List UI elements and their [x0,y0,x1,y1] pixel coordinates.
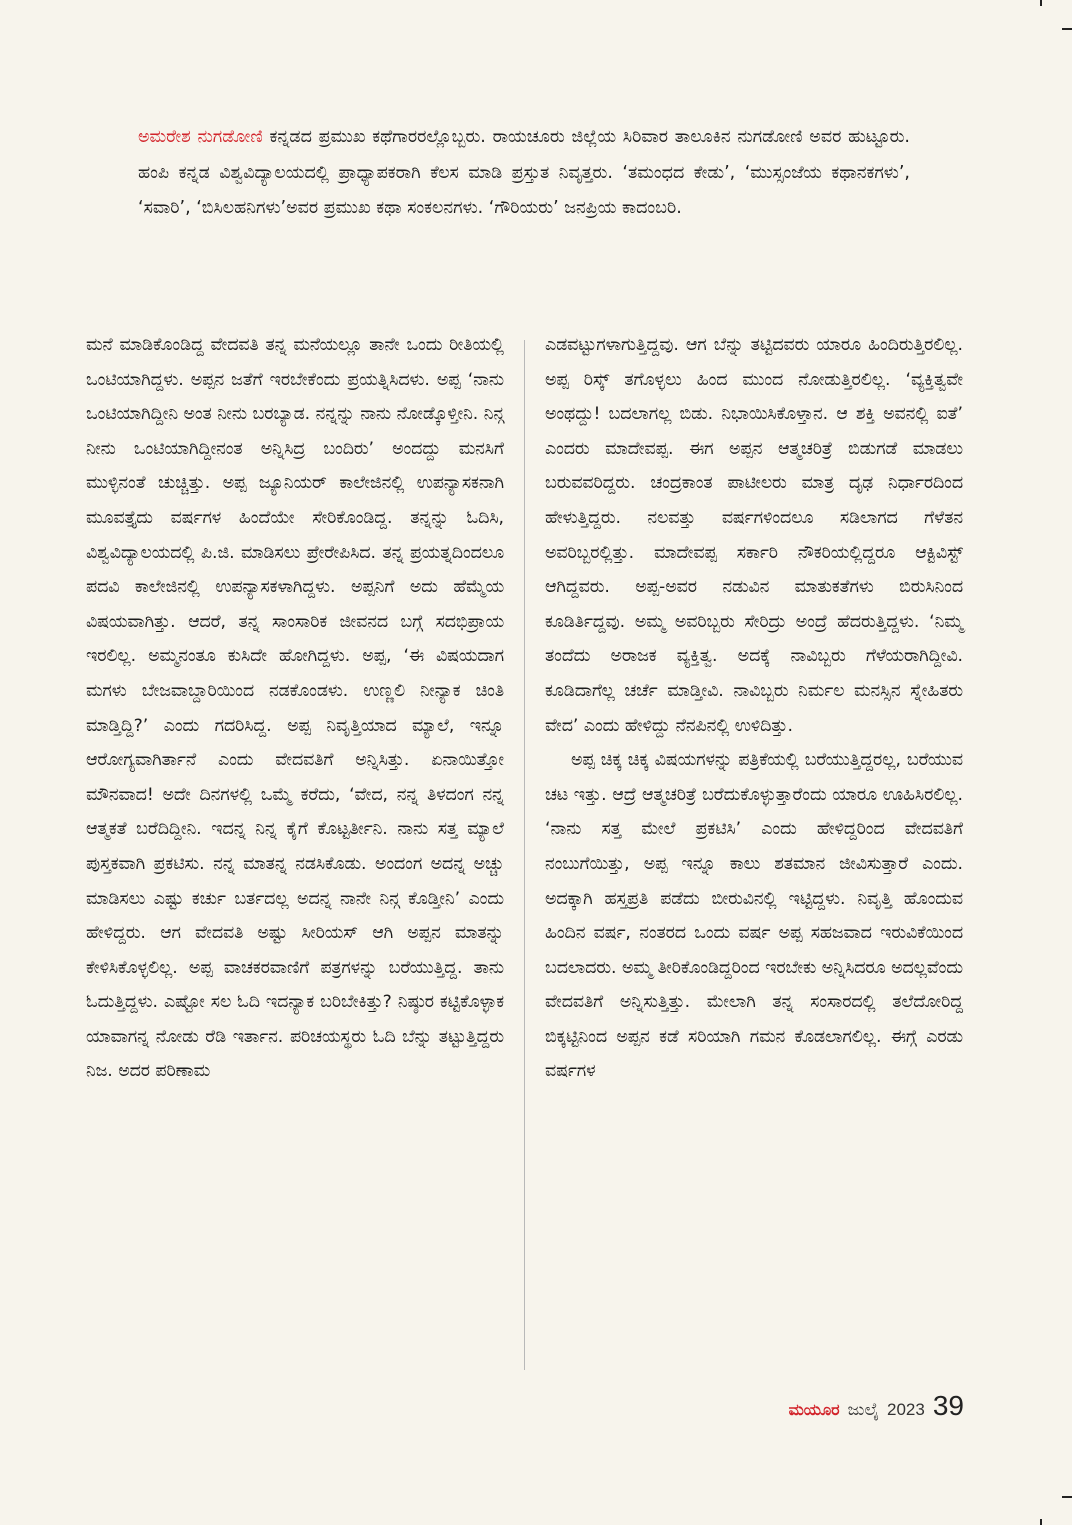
author-name: ಅಮರೇಶ ನುಗಡೋಣಿ [138,127,263,147]
left-column [86,328,504,1089]
right-column [545,328,963,1089]
author-bio-text: ಕನ್ನಡದ ಪ್ರಮುಖ ಕಥೆಗಾರರಲ್ಲೊಬ್ಬರು. ರಾಯಚೂರು ಜಿಲ್ಲೆಯ ಸಿರಿವಾರ ತಾಲೂಕಿನ ನುಗಡೋಣಿ ಅವರ ಹುಟ್ಟೂರು. ಹಂಪಿ ಕನ್ನಡ ವಿಶ್ವವಿದ್ಯಾಲಯದಲ್ಲಿ ಪ್ರಾಧ್ಯಾಪಕರಾಗಿ ಕೆಲಸ ಮಾಡಿ ಪ್ರಸ್ತುತ ನಿವೃತ್ತರು. ‘ತಮಂಧದ ಕೇಡು’, ‘ಮುಸ್ಸಂಜೆಯ ಕಥಾನಕಗಳು’, ‘ಸವಾರಿ’, ‘ಬಿಸಿಲಹನಿಗಳು’ಅವರ ಪ್ರಮುಖ ಕಥಾ ಸಂಕಲನಗಳು. ‘ಗೌರಿಯರು’ ಜನಪ್ರಿಯ ಕಾದಂಬರಿ. [138,127,910,218]
right-column-paragraph-1: ಎಡವಟ್ಟುಗಳಾಗುತ್ತಿದ್ದವು. ಆಗ ಬೆನ್ನು ತಟ್ಟಿದವರು ಯಾರೂ ಹಿಂದಿರುತ್ತಿರಲಿಲ್ಲ. ಅಪ್ಪ ರಿಸ್ಕ್ ತಗೊಳ್ಳಲು ಹಿಂದ ಮುಂದ ನೋಡುತ್ತಿರಲಿಲ್ಲ. ‘ವ್ಯಕ್ತಿತ್ವವೇ ಅಂಥದ್ದು! ಬದಲಾಗಲ್ಲ ಬಿಡು. ನಿಭಾಯಿಸಿಕೊಳ್ತಾನ. ಆ ಶಕ್ತಿ ಅವನಲ್ಲಿ ಐತೆ’ ಎಂದರು ಮಾದೇವಪ್ಪ. ಈಗ ಅಪ್ಪನ ಆತ್ಮಚರಿತ್ರೆ ಬಿಡುಗಡೆ ಮಾಡಲು ಬರುವವರಿದ್ದರು. ಚಂದ್ರಕಾಂತ ಪಾಟೀಲರು ಮಾತ್ರ ದೃಢ ನಿರ್ಧಾರದಿಂದ ಹೇಳುತ್ತಿದ್ದರು. ನಲವತ್ತು ವರ್ಷಗಳಿಂದಲೂ ಸಡಿಲಾಗದ ಗೆಳೆತನ ಅವರಿಬ್ಬರಲ್ಲಿತ್ತು. ಮಾದೇವಪ್ಪ ಸರ್ಕಾರಿ ನೌಕರಿಯಲ್ಲಿದ್ದರೂ ಆಕ್ಟಿವಿಸ್ಟ್ ಆಗಿದ್ದವರು. ಅಪ್ಪ-ಅವರ ನಡುವಿನ ಮಾತುಕತೆಗಳು ಬಿರುಸಿನಿಂದ ಕೂಡಿರ್ತಿದ್ದವು. ಅಮ್ಮ ಅವರಿಬ್ಬರು ಸೇರಿದ್ರು ಅಂದ್ರೆ ಹೆದರುತ್ತಿದ್ದಳು. ‘ನಿಮ್ಮ ತಂದೆದು ಅರಾಜಕ ವ್ಯಕ್ತಿತ್ವ. ಅದಕ್ಕೆ ನಾವಿಬ್ಬರು ಗೆಳೆಯರಾಗಿದ್ದೀವಿ. ಕೂಡಿದಾಗೆಲ್ಲ ಚರ್ಚೆ ಮಾಡ್ತೀವಿ. ನಾವಿಬ್ಬರು ನಿರ್ಮಲ ಮನಸ್ಸಿನ ಸ್ನೇಹಿತರು ವೇದ’ ಎಂದು ಹೇಳಿದ್ದು ನೆನಪಿನಲ್ಲಿ ಉಳಿದಿತ್ತು. [545,335,963,736]
page-number: 39 [932,1390,964,1421]
crop-mark-right-upper [1062,28,1072,30]
page-footer [789,1390,964,1430]
author-bio [138,120,910,227]
column-divider [524,340,525,1370]
issue-month: ಜುಲೈ [847,1400,880,1420]
issue-year: 2023 [887,1400,925,1419]
right-column-paragraph-2: ಅಪ್ಪ ಚಿಕ್ಕ ಚಿಕ್ಕ ವಿಷಯಗಳನ್ನು ಪತ್ರಿಕೆಯಲ್ಲಿ ಬರೆಯುತ್ತಿದ್ದರಲ್ಲ, ಬರೆಯುವ ಚಟ ಇತ್ತು. ಆದ್ರೆ ಆತ್ಮಚರಿತ್ರೆ ಬರೆದುಕೊಳ್ಳುತ್ತಾರೆಂದು ಯಾರೂ ಊಹಿಸಿರಲಿಲ್ಲ. ‘ನಾನು ಸತ್ತ ಮೇಲೆ ಪ್ರಕಟಿಸಿ’ ಎಂದು ಹೇಳಿದ್ದರಿಂದ ವೇದವತಿಗೆ ನಂಬುಗೆಯಿತ್ತು, ಅಪ್ಪ ಇನ್ನೂ ಕಾಲು ಶತಮಾನ ಜೀವಿಸುತ್ತಾರೆ ಎಂದು. ಅದಕ್ಕಾಗಿ ಹಸ್ತಪ್ರತಿ ಪಡೆದು ಬೀರುವಿನಲ್ಲಿ ಇಟ್ಟಿದ್ದಳು. ನಿವೃತ್ತಿ ಹೊಂದುವ ಹಿಂದಿನ ವರ್ಷ, ನಂತರದ ಒಂದು ವರ್ಷ ಅಪ್ಪ ಸಹಜವಾದ ಇರುವಿಕೆಯಿಂದ ಬದಲಾದರು. ಅಮ್ಮ ತೀರಿಕೊಂಡಿದ್ದರಿಂದ ಇರಬೇಕು ಅನ್ನಿಸಿದರೂ ಅದಲ್ಲವೆಂದು ವೇದವತಿಗೆ ಅನ್ನಿಸುತ್ತಿತ್ತು. ಮೇಲಾಗಿ ತನ್ನ ಸಂಸಾರದಲ್ಲಿ ತಲೆದೋರಿದ್ದ ಬಿಕ್ಕಟ್ಟಿನಿಂದ ಅಪ್ಪನ ಕಡೆ ಸರಿಯಾಗಿ ಗಮನ ಕೊಡಲಾಗಲಿಲ್ಲ. ಈಗ್ಗೆ ಎರಡು ವರ್ಷಗಳ [545,750,963,1082]
crop-mark-top-right [1040,0,1042,6]
crop-mark-bottom-right [1040,1519,1042,1525]
magazine-name: ಮಯೂರ [788,1400,840,1419]
left-column-paragraph: ಮನೆ ಮಾಡಿಕೊಂಡಿದ್ದ ವೇದವತಿ ತನ್ನ ಮನೆಯಲ್ಲೂ ತಾನೇ ಒಂದು ರೀತಿಯಲ್ಲಿ ಒಂಟಿಯಾಗಿದ್ದಳು. ಅಪ್ಪನ ಜತೆಗೆ ಇರಬೇಕೆಂದು ಪ್ರಯತ್ನಿಸಿದಳು. ಅಪ್ಪ ‘ನಾನು ಒಂಟಿಯಾಗಿದ್ದೀನಿ ಅಂತ ನೀನು ಬರಬ್ಯಾಡ. ನನ್ನನ್ನು ನಾನು ನೋಡ್ಕೊಳ್ತೀನಿ. ನಿನ್ಗ ನೀನು ಒಂಟಿಯಾಗಿದ್ದೀನಂತ ಅನ್ನಿಸಿದ್ರ ಬಂದಿರು’ ಅಂದದ್ದು ಮನಸಿಗೆ ಮುಳ್ಳಿನಂತೆ ಚುಚ್ಚಿತ್ತು. ಅಪ್ಪ ಜ್ಯೂನಿಯರ್ ಕಾಲೇಜಿನಲ್ಲಿ ಉಪನ್ಯಾಸಕನಾಗಿ ಮೂವತ್ತೈದು ವರ್ಷಗಳ ಹಿಂದೆಯೇ ಸೇರಿಕೊಂಡಿದ್ದ. ತನ್ನನ್ನು ಓದಿಸಿ, ವಿಶ್ವವಿದ್ಯಾಲಯದಲ್ಲಿ ಪಿ.ಜಿ. ಮಾಡಿಸಲು ಪ್ರೇರೇಪಿಸಿದ. ತನ್ನ ಪ್ರಯತ್ನದಿಂದಲೂ ಪದವಿ ಕಾಲೇಜಿನಲ್ಲಿ ಉಪನ್ಯಾಸಕಳಾಗಿದ್ದಳು. ಅಪ್ಪನಿಗೆ ಅದು ಹೆಮ್ಮೆಯ ವಿಷಯವಾಗಿತ್ತು. ಆದರೆ, ತನ್ನ ಸಾಂಸಾರಿಕ ಜೀವನದ ಬಗ್ಗೆ ಸದಭಿಪ್ರಾಯ ಇರಲಿಲ್ಲ. ಅಮ್ಮನಂತೂ ಕುಸಿದೇ ಹೋಗಿದ್ದಳು. ಅಪ್ಪ, ‘ಈ ವಿಷಯದಾಗ ಮಗಳು ಬೇಜವಾಬ್ದಾರಿಯಿಂದ ನಡಕೊಂಡಳು. ಉಣ್ಣಲಿ ನೀನ್ಯಾಕ ಚಿಂತಿ ಮಾಡ್ತಿದ್ದಿ?’ ಎಂದು ಗದರಿಸಿದ್ದ. ಅಪ್ಪ ನಿವೃತ್ತಿಯಾದ ಮ್ಯಾಲೆ, ಇನ್ನೂ ಆರೋಗ್ಯವಾಗಿರ್ತಾನೆ ಎಂದು ವೇದವತಿಗೆ ಅನ್ನಿಸಿತ್ತು. ಏನಾಯಿತ್ತೋ ಮೌನವಾದ! ಅದೇ ದಿನಗಳಲ್ಲಿ ಒಮ್ಮೆ ಕರೆದು, ‘ವೇದ, ನನ್ನ ತಿಳದಂಗ ನನ್ನ ಆತ್ಮಕತೆ ಬರೆದಿದ್ದೀನಿ. ಇದನ್ನ ನಿನ್ನ ಕೈಗೆ ಕೊಟ್ಟರ್ತೀನಿ. ನಾನು ಸತ್ತ ಮ್ಯಾಲೆ ಪುಸ್ತಕವಾಗಿ ಪ್ರಕಟಿಸು. ನನ್ನ ಮಾತನ್ನ ನಡಸಿಕೊಡು. ಅಂದಂಗ ಅದನ್ನ ಅಚ್ಚು ಮಾಡಿಸಲು ಎಷ್ಟು ಕರ್ಚು ಬರ್ತದಲ್ಲ ಅದನ್ನ ನಾನೇ ನಿನ್ಗ ಕೊಡ್ತೀನಿ’ ಎಂದು ಹೇಳಿದ್ದರು. ಆಗ ವೇದವತಿ ಅಷ್ಟು ಸೀರಿಯಸ್ ಆಗಿ ಅಪ್ಪನ ಮಾತನ್ನು ಕೇಳಿಸಿಕೊಳ್ಳಲಿಲ್ಲ. ಅಪ್ಪ ವಾಚಕರವಾಣಿಗೆ ಪತ್ರಗಳನ್ನು ಬರೆಯುತ್ತಿದ್ದ. ತಾನು ಓದುತ್ತಿದ್ದಳು. ಎಷ್ಟೋ ಸಲ ಓದಿ ಇದನ್ಯಾಕ ಬರಿಬೇಕಿತ್ತು? ನಿಷ್ಠುರ ಕಟ್ಟಿಕೊಳ್ಳಾಕ ಯಾವಾಗನ್ನ ನೋಡು ರೆಡಿ ಇರ್ತಾನ. ಪರಿಚಯಸ್ಥರು ಓದಿ ಬೆನ್ನು ತಟ್ಟುತ್ತಿದ್ದರು ನಿಜ. ಅದರ ಪರಿಣಾಮ [86,335,504,1082]
crop-mark-right-lower [1062,1496,1072,1498]
